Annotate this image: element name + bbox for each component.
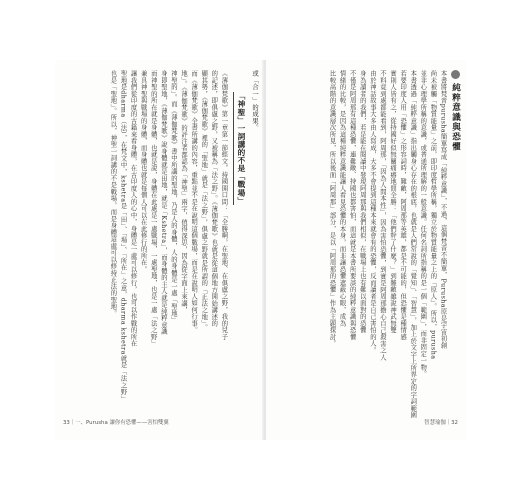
left-line: 聖地是dharma（法），在梵文中，kshetra是「田」、「場」、「所在」之意，dharma kshetra就是「法之野」 [119, 70, 127, 403]
right-page-text [328, 70, 461, 419]
title-bullet-icon [451, 70, 460, 79]
section-subhead: 「神聖」一詞講的不是「戰場」 [233, 92, 244, 205]
right-line: 本書透過「純粹意識」指出觸身心存在的根底，也就是人們常說的「覺知」、「智慧」，加上於文字上所界定的字詞範圍 [409, 70, 417, 419]
right-line: 並非心理學所稱的意識，或普通所理解的一般意識。任何名詞所指稱的是一個「範圍」，而非固定一物。 [419, 70, 427, 378]
left-line: 也是「聖地」。所以，神聖一詞講的不是戰場，而是身體這處可以修持正法的聖地。 [109, 70, 117, 317]
left-line: 讓我們從印度的古籍來看身體，在古印度人的心中，身體是一處可以修行，也可以作戰的所在 [129, 70, 137, 347]
right-line: 情緒的比較，是因為這種純粹意識能讓人看見恐懼的本身，而非讓恐懼遮蔽心眼，成為 [338, 70, 346, 327]
right-line: 由於神話故事大多由人寫成，大多不會提到這種本來就會有的恐懼，反而讀者是自己害怕的人。 [368, 70, 376, 354]
right-line: 若要印度人用「恐懼」之形容詞時，難敵，阿周那等英雄，都是不可能的，但恐懼是種情感 [399, 70, 407, 340]
right-line: 本書將梵音purusha簡單寫成「純粹意識」，不過，這個梵音不簡單，Purusha原是宇宙初創 [439, 70, 447, 349]
left-first-line: 或「合一」的成果。 [251, 70, 258, 131]
right-line: 比較高階的意識層次所見，所以後面「阿周那」部分，是以「阿周那的恐懼」作為主題探討。 [328, 70, 336, 347]
left-line: 地」。《薄伽梵歌》的評注者都認為「神聖」兩字，值得深思，因為從字面上來講， [180, 70, 188, 314]
right-line: 實則人皆有之，從持國好似無關痛癢地問全勝：「他們幹了什麼？」到難敵雖說神武無雙 [389, 70, 397, 334]
section-title [451, 70, 460, 375]
left-line: 顯其勢，《薄伽梵歌》裡的「聖地」就是「法之野」，俱盧之野就是所謂的「正法之地」。 [200, 70, 208, 331]
right-line: 尚未被觸「物質能量」之前，即印度哲學所稱，獨立於物質能量之上的「原人」。所以，purusha [429, 70, 437, 360]
section-title-text: 純粹意識與恐懼 [450, 83, 461, 152]
left-line: 神聖的」。而《薄伽梵歌》書中所講的聖地，乃是人的身體，人的身體是一處「聖地」 [169, 70, 177, 324]
right-folio: 智慧瑜伽｜32 [424, 420, 458, 426]
left-line: 兼具神聖與戰場的身體，而身體也就是每個人可以在此修行的所在。 [139, 70, 147, 273]
right-page [266, 60, 466, 440]
left-line: 《薄伽梵歌》第一章第一節經文，持國開口問：「全勝啊，在聖地、在俱盧之野，我的兒子 [220, 70, 228, 340]
right-line: 身為讀者的我們，若是能在閱讀中發現阿周那與我們相似，在戰場上也有難以面對的恐懼 [358, 70, 366, 334]
right-line: 不僅是阿周那有這種恐懼，連難敵、持國也都害怕，而這就是本書所要談的純粹意識與恐懼 [348, 70, 356, 340]
left-line: 而神聖的所在就是身體，也就是說，身體在此處是一處戰場，一處聖地，也是一處「法之野」 [149, 70, 157, 347]
right-line: 不料竟到處都能看到，阿周那，「因為人間本性」，因為害怕恐懼，到實是阿周那擔心自己殺害之人 [378, 70, 386, 361]
left-line: 而《薄伽梵歌》全書所講的內容，重點並不是在說明這個戰場，而是在說明人如何行事。 [190, 70, 198, 334]
left-page-text [109, 70, 258, 403]
left-line: 的記述，即俱盧之野，又被稱為「法之野」。《薄伽梵歌》也就是從這個地方開始講述的 [210, 70, 218, 327]
left-line: 身即聖地，《薄伽梵歌》說身體就是田地，就是「Kshetra」，而身體的主人就是純粹意識 [159, 70, 167, 335]
left-page [55, 60, 263, 440]
left-folio: 33｜一、Purusha 讓你有恐懼——害怕雙翼 [63, 420, 169, 426]
